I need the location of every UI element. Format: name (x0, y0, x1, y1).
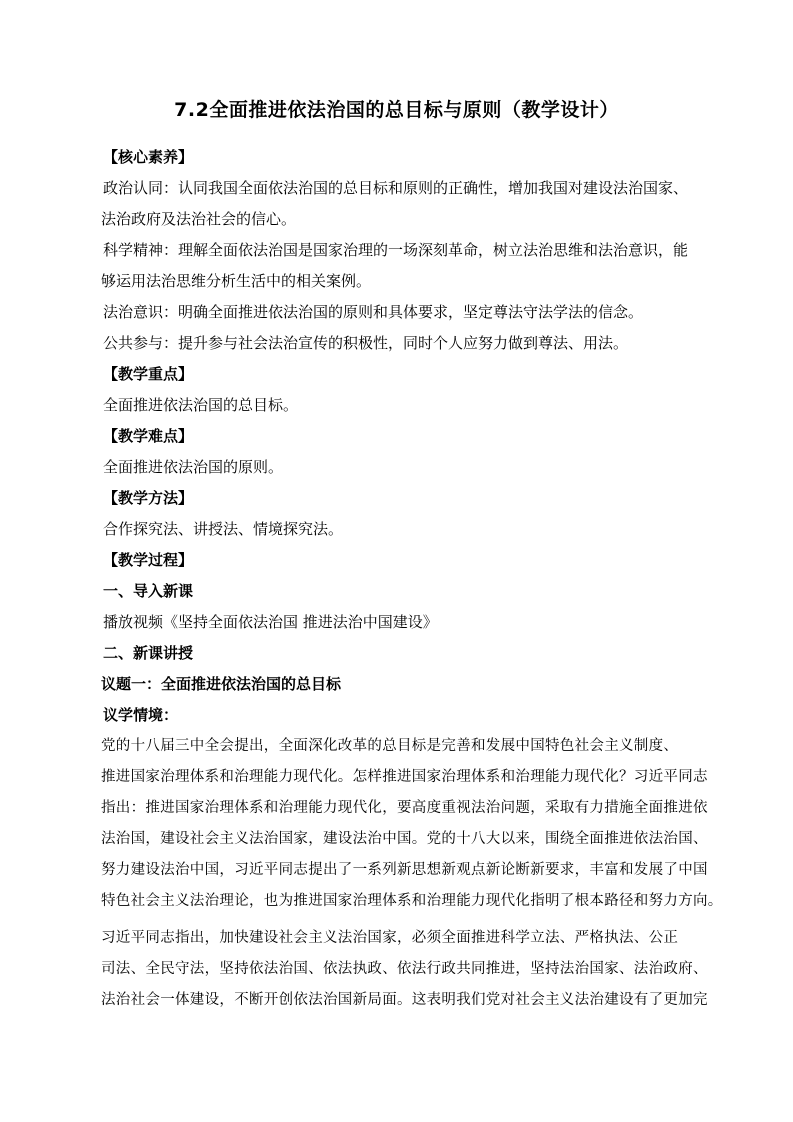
difficulties-heading: 【教学难点】 (103, 427, 194, 445)
paragraph-1-line-1: 党的十八届三中全会提出，全面深化改革的总目标是完善和发展中国特色社会主义制度、 (101, 738, 679, 754)
situation-paragraph-2 (101, 923, 708, 1016)
methods-text: 合作探究法、讲授法、情境探究法。 (103, 520, 344, 538)
core-literacy-line-5: 法治意识：明确全面推进依法治国的原则和具体要求，坚定尊法守法学法的信念。 (103, 303, 644, 321)
intro-heading: 一、导入新课 (103, 582, 194, 600)
core-literacy-heading: 【核心素养】 (103, 148, 194, 166)
key-points-heading: 【教学重点】 (103, 365, 194, 383)
paragraph-2-line-2: 司法、全民守法，坚持依法治国、依法执政、依法行政共同推进，坚持法治国家、法治政府、 (101, 961, 708, 977)
key-points-text: 全面推进依法治国的总目标。 (103, 396, 299, 414)
paragraph-2-line-1: 习近平同志指出，加快建设社会主义法治国家，必须全面推进科学立法、严格执法、公正 (101, 930, 679, 946)
new-lesson-heading: 二、新课讲授 (103, 644, 194, 662)
difficulties-text: 全面推进依法治国的原则。 (103, 458, 284, 476)
paragraph-1-line-5: 努力建设法治中国，习近平同志提出了一系列新思想新观点新论断新要求，丰富和发展了中国 (101, 862, 708, 878)
core-literacy-line-2: 法治政府及法治社会的信心。 (101, 210, 297, 228)
methods-heading: 【教学方法】 (103, 489, 194, 507)
core-literacy-line-1: 政治认同：认同我国全面依法治国的总目标和原则的正确性，增加我国对建设法治国家、 (103, 179, 689, 197)
paragraph-1-line-6: 特色社会主义法治理论，也为推进国家治理体系和治理能力现代化指明了根本路径和努力方向。 (101, 893, 723, 909)
document-body (101, 142, 723, 1016)
intro-text: 播放视频《坚持全面依法治国 推进法治中国建设》 (103, 613, 438, 631)
paragraph-1-line-2: 推进国家治理体系和治理能力现代化。怎样推进国家治理体系和治理能力现代化？习近平同志 (101, 769, 708, 785)
paragraph-2-line-3: 法治社会一体建设，不断开创依法治国新局面。这表明我们党对社会主义法治建设有了更加完 (101, 992, 708, 1008)
paragraph-1-line-3: 指出：推进国家治理体系和治理能力现代化，要高度重视法治问题，采取有力措施全面推进依 (101, 800, 708, 816)
paragraph-1-line-4: 法治国，建设社会主义法治国家，建设法治中国。党的十八大以来，围绕全面推进依法治国、 (101, 831, 708, 847)
core-literacy-line-4: 够运用法治思维分析生活中的相关案例。 (101, 272, 372, 290)
process-heading: 【教学过程】 (103, 551, 194, 569)
situation-heading: 议学情境： (103, 706, 179, 724)
document-title: 7.2全面推进依法治国的总目标与原则（教学设计） (174, 99, 619, 121)
topic-heading: 议题一：全面推进依法治国的总目标 (101, 675, 342, 693)
situation-paragraph-1 (101, 731, 723, 917)
core-literacy-line-3: 科学精神：理解全面依法治国是国家治理的一场深刻革命，树立法治思维和法治意识，能 (103, 241, 689, 259)
core-literacy-line-6: 公共参与：提升参与社会法治宣传的积极性，同时个人应努力做到尊法、用法。 (103, 334, 629, 352)
